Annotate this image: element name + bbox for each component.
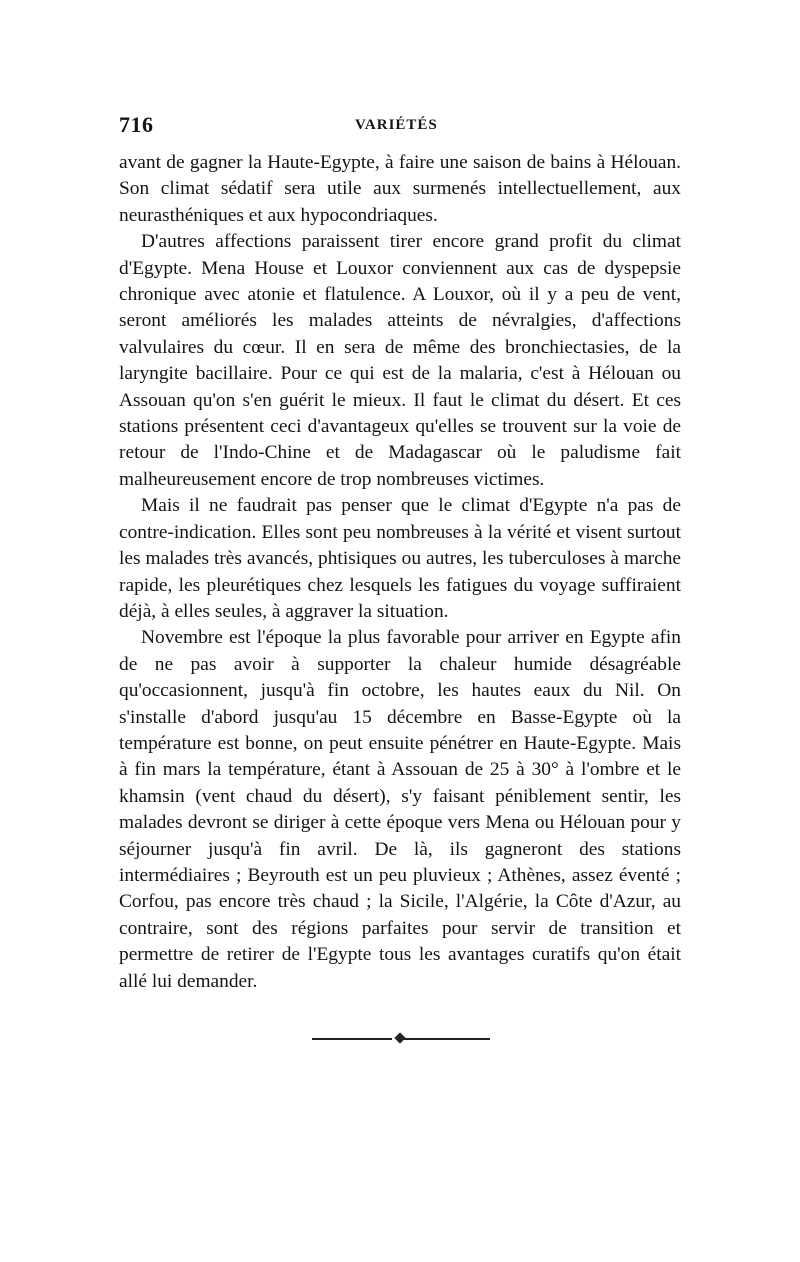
paragraph-3: Mais il ne faudrait pas penser que le climat d'Egypte n'a pas de contre-indication. Elles sont peu nombreuses à la vérité et visent surtout les malades très avancés, phtisiques ou autres, les tuberculoses à marche rapide, les pleurétiques chez lesquels les fatigues du voyage suffiraient déjà, à elles seules, à aggraver la situation.: [119, 495, 681, 622]
body-text: [119, 150, 681, 995]
paragraph-1: avant de gagner la Haute-Egypte, à faire une saison de bains à Hélouan. Son climat sédatif sera utile aux surmenés intellectuellement, aux neurasthéniques et aux hypocondriaques.: [119, 152, 681, 226]
end-ornament: [312, 1033, 490, 1045]
page-number: 716: [119, 112, 154, 137]
ornament-rule-right: [404, 1038, 490, 1040]
page-header: [119, 112, 679, 142]
ornament-rule-left: [312, 1038, 392, 1040]
paragraph-2: D'autres affections paraissent tirer encore grand profit du climat d'Egypte. Mena House et Louxor conviennent aux cas de dyspepsie chronique avec atonie et flatulence. A Louxor, où il y a peu de vent, seront améliorés les malades atteints de névralgies, d'affections valvulaires du cœur. Il en sera de même des bronchiectasies, de la laryngite bacillaire. Pour ce qui est de la malaria, c'est à Hélouan ou Assouan qu'on s'en guérit le mieux. Il faut le climat du désert. Et ces stations présentent ceci d'avantageux qu'elles se trouvent sur la voie de retour de l'Indo-Chine et de Madagascar où le paludisme fait malheureusement encore de trop nombreuses victimes.: [119, 231, 681, 490]
running-head: VARIÉTÉS: [355, 117, 438, 133]
paragraph-4: Novembre est l'époque la plus favorable pour arriver en Egypte afin de ne pas avoir à supporter la chaleur humide désagréable qu'occasionnent, jusqu'à fin octobre, les hautes eaux du Nil. On s'installe d'abord jusqu'au 15 décembre en Basse-Egypte où la température est bonne, on peut ensuite pénétrer en Haute-Egypte. Mais à fin mars la température, étant à Assouan de 25 à 30° à l'ombre et le khamsin (vent chaud du désert), s'y faisant péniblement sentir, les malades devront se diriger à cette époque vers Mena ou Hélouan pour y séjourner jusqu'à fin avril. De là, ils gagneront des stations intermédiaires ; Beyrouth est un peu pluvieux ; Athènes, assez éventé ; Corfou, pas encore très chaud ; la Sicile, l'Algérie, la Côte d'Azur, au contraire, sont des régions parfaites pour servir de transition et permettre de retirer de l'Egypte tous les avantages curatifs qu'on était allé lui demander.: [119, 627, 681, 992]
